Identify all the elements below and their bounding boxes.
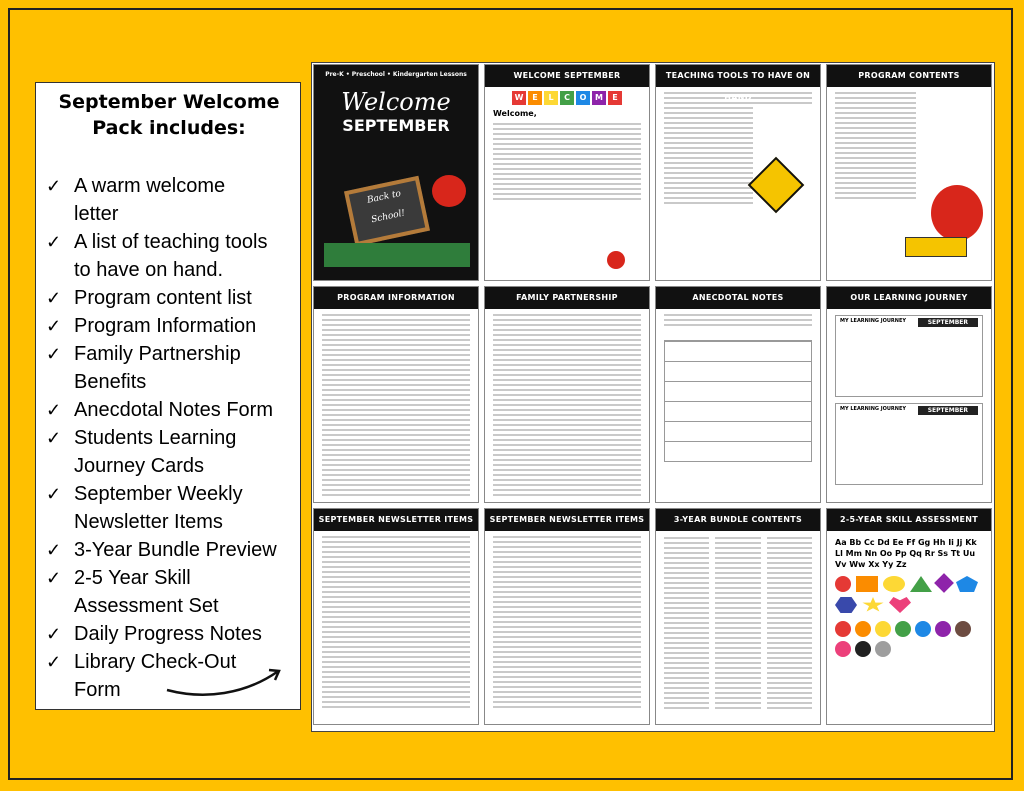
page-program-information: [313, 286, 479, 503]
page-newsletter-1: [313, 508, 479, 725]
checklist-item: [46, 172, 301, 228]
apple-icon: [432, 175, 466, 207]
pentagon-shape: [956, 576, 978, 592]
checklist-item-text: to have on hand.: [74, 259, 224, 281]
checkmark-icon: ✓: [46, 316, 62, 336]
apple-icon: [607, 251, 625, 269]
checklist-item: [46, 340, 301, 396]
list-title: September Welcome Pack includes:: [58, 91, 280, 139]
apple-school-icon: [931, 185, 983, 241]
page-header: FAMILY PARTNERSHIP: [485, 287, 649, 309]
checklist-item-text: Students Learning: [74, 427, 237, 449]
page-header: OUR LEARNING JOURNEY: [827, 287, 991, 309]
cover-tagline: Pre-K • Preschool • Kindergarten Lessons: [325, 71, 467, 78]
page-welcome: [484, 64, 650, 281]
checkmark-icon: ✓: [46, 232, 62, 252]
books-illustration: [324, 243, 470, 267]
checklist-item-text: 2-5 Year Skill: [74, 567, 191, 589]
checklist-item-text: Program content list: [74, 287, 252, 309]
checklist-item-text: September Weekly: [74, 483, 243, 505]
checklist-item-text: Daily Progress Notes: [74, 623, 262, 645]
welcome-bunting: [485, 91, 649, 105]
bunting-flag: E: [608, 91, 622, 105]
oval-shape: [883, 576, 905, 592]
checklist-item-text: Benefits: [74, 371, 147, 393]
page-header: 3-YEAR BUNDLE CONTENTS: [656, 509, 820, 531]
heart-shape: [889, 597, 911, 613]
page-anecdotal-notes: [655, 286, 821, 503]
school-bus-icon: [905, 237, 967, 257]
journey-card: MY LEARNING JOURNEY SEPTEMBER: [835, 315, 983, 397]
hexagon-shape: [835, 597, 857, 613]
page-header: PROGRAM CONTENTS: [827, 65, 991, 87]
checklist-item-text: Anecdotal Notes Form: [74, 399, 273, 421]
chalkboard: Back to School!: [344, 176, 430, 247]
welcome-greeting: Welcome,: [493, 109, 537, 118]
page-header: SEPTEMBER NEWSLETTER ITEMS: [314, 509, 478, 531]
pages-preview-grid: [311, 62, 995, 732]
color-splats: [827, 619, 991, 659]
star-shape: [862, 597, 884, 613]
checklist-item-text: Assessment Set: [74, 595, 219, 617]
checkmark-icon: ✓: [46, 540, 62, 560]
contents-list-panel: [35, 82, 301, 710]
checklist-item: [46, 424, 301, 480]
page-cover: [313, 64, 479, 281]
checklist-item: [46, 312, 301, 340]
checklist-item-text: letter: [74, 203, 119, 225]
page-header: PROGRAM INFORMATION: [314, 287, 478, 309]
checklist-item-text: Form: [74, 679, 121, 701]
bunting-flag: M: [592, 91, 606, 105]
checklist-item-text: 3-Year Bundle Preview: [74, 539, 277, 561]
page-newsletter-2: [484, 508, 650, 725]
page-header: WELCOME SEPTEMBER: [485, 65, 649, 87]
checklist-item-text: Program Information: [74, 315, 257, 337]
checklist-item: [46, 396, 301, 424]
circle-shape: [835, 576, 851, 592]
checkmark-icon: ✓: [46, 624, 62, 644]
checklist-item: [46, 480, 301, 536]
bunting-flag: O: [576, 91, 590, 105]
alphabet-letters: Aa Bb Cc Dd Ee Ff Gg Hh Ii Jj Kk Ll Mm Nn Oo Pp Qq Rr Ss Tt Uu Vv Ww Xx Yy Zz: [835, 538, 977, 569]
checklist-item: [46, 620, 301, 648]
checklist-item: [46, 564, 301, 620]
bunting-flag: E: [528, 91, 542, 105]
checklist-item-text: Family Partnership: [74, 343, 241, 365]
page-bundle-contents: [655, 508, 821, 725]
checklist-item-text: Journey Cards: [74, 455, 205, 477]
checkmark-icon: ✓: [46, 344, 62, 364]
arrow-icon: [165, 666, 285, 716]
cover-month: SEPTEMBER: [342, 116, 450, 135]
checkmark-icon: ✓: [46, 484, 62, 504]
cover-welcome: Welcome: [341, 88, 451, 116]
included-items-list: [46, 172, 301, 704]
page-skill-assessment: [826, 508, 992, 725]
page-teaching-tools: [655, 64, 821, 281]
checklist-item: [46, 284, 301, 312]
checklist-item-text: Library Check-Out: [74, 651, 237, 673]
page-program-contents: [826, 64, 992, 281]
bunting-flag: W: [512, 91, 526, 105]
triangle-shape: [910, 576, 932, 592]
checklist-item: [46, 536, 301, 564]
page-header: TEACHING TOOLS TO HAVE ON HAND: [656, 65, 820, 87]
square-shape: [856, 576, 878, 592]
checkmark-icon: ✓: [46, 288, 62, 308]
bunting-flag: L: [544, 91, 558, 105]
page-header: SEPTEMBER NEWSLETTER ITEMS: [485, 509, 649, 531]
checklist-item: [46, 228, 301, 284]
checkmark-icon: ✓: [46, 428, 62, 448]
checkmark-icon: ✓: [46, 176, 62, 196]
page-family-partnership: [484, 286, 650, 503]
page-header: 2-5-YEAR SKILL ASSESSMENT: [827, 509, 991, 531]
page-header: ANECDOTAL NOTES: [656, 287, 820, 309]
checkmark-icon: ✓: [46, 568, 62, 588]
checkmark-icon: ✓: [46, 652, 62, 672]
checklist-item-text: Newsletter Items: [74, 511, 223, 533]
journey-card: MY LEARNING JOURNEY SEPTEMBER: [835, 403, 983, 485]
checkmark-icon: ✓: [46, 400, 62, 420]
notes-table: [664, 340, 812, 462]
shapes-chart: [827, 570, 991, 619]
diamond-shape: [934, 573, 954, 593]
checklist-item-text: A list of teaching tools: [74, 231, 268, 253]
page-learning-journey: [826, 286, 992, 503]
bunting-flag: C: [560, 91, 574, 105]
checklist-item-text: A warm welcome: [74, 175, 226, 197]
